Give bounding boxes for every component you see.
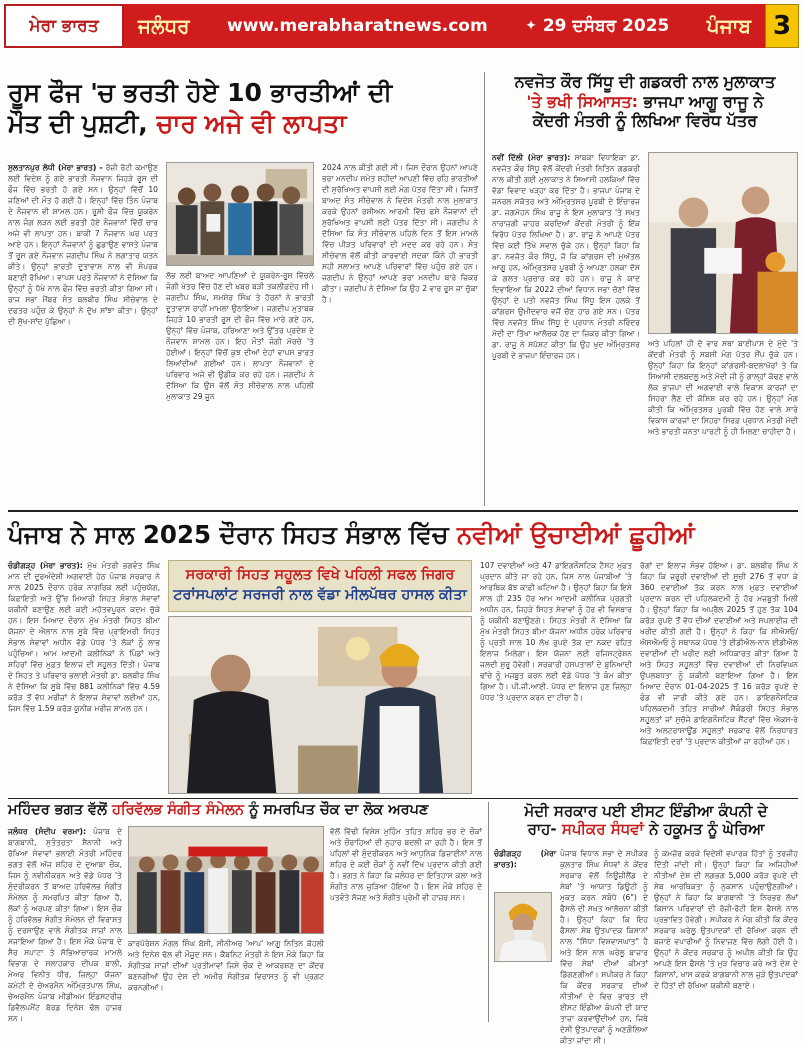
bhagat-col1: ਜਲੰਧਰ (ਸੰਦੀਪ ਵਰਮਾ): ਪੰਜਾਬ ਦੇ ਬਾਗਬਾਨੀ, ਸੁਤੰਤਰਤਾ ਸੈਨਾਨੀ ਅਤੇ ਰੱਖਿਆ ਸੇਵਾਵਾਂ ਭਲਾਈ ਮੰਤਰੀ ਮਹਿੰਦਰ ਭਗਤ ਵੱਲੋਂ ਅੱਜ ਸ਼ਹਿਰ ਦੇ ਦੁਆਬਾ ਚੌਕ, ਜਿਸ ਨੂੰ ਨਵੀਨੀਕਰਨ ਅਤੇ ਵੱਡੇ ਪੱਧਰ 'ਤੇ ਸੁੰਦਰੀਕਰਨ ਤੋਂ ਬਾਅਦ ਹਰਿਵੱਲਭ ਸੰਗੀਤ ਸੰਮੇਲਨ ਨੂੰ ਸਮਰਪਿਤ ਕੀਤਾ ਗਿਆ ਹੈ, ਲੋਕਾਂ ਨੂੰ ਅਰਪਣ ਕੀਤਾ ਗਿਆ। ਇਸ ਚੌਕ ਨੂੰ ਹਰਿਵੱਲਭ ਸੰਗੀਤ ਸੰਮੇਲਨ ਦੀ ਵਿਰਾਸਤ ਨੂੰ ਦਰਸਾਉਣ ਵਾਲੇ ਸੰਗੀਤਕ ਸਾਜ਼ਾਂ ਨਾਲ ਸਜਾਇਆ ਗਿਆ ਹੈ। ਇਸ ਮੌਕੇ ਪੰਜਾਬ ਦੇ ਸੈਰ ਸਪਾਟਾ ਤੇ ਸੱਭਿਆਚਾਰਕ ਮਾਮਲੇ ਵਿਭਾਗ ਦੇ ਸਲਾਹਕਾਰ ਦੀਪਕ ਬਾਲੀ, ਮੇਅਰ ਵਿਨੀਤ ਧੀਰ, ਜ਼ਿਲ੍ਹਾ ਯੋਜਨਾ ਕਮੇਟੀ ਦੇ ਚੇਅਰਮੈਨ ਅੰਮ੍ਰਿਤਪਾਲ ਸਿੰਘ, ਚੇਅਰਮੈਨ ਪੰਜਾਬ ਮੀਡੀਅਮ ਇੰਡਸਟਰੀਜ਼ ਡਿਵੈਲਪਮੈਂਟ ਬੋਰਡ ਦਿਨੇਸ਼ ਢੱਲ ਹਾਜ਼ਰ ਸਨ। — [8, 827, 123, 1023]
russia-dateline: ਸੁਲਤਾਨਪੁਰ ਲੋਧੀ (ਮੇਰਾ ਭਾਰਤ) - — [8, 163, 103, 172]
section-rule-2 — [8, 798, 798, 799]
banner-line2: ਟਰਾਂਸਪਲਾਂਟ ਸਰਜਰੀ ਨਾਲ ਵੱਡਾ ਮੀਲਪੱਥਰ ਹਾਸਲ ਕੀਤਾ — [173, 587, 467, 603]
issue-date-group — [525, 16, 669, 36]
bhagat-headline-black2: ਨੂੰ ਸਮਰਪਿਤ ਚੌਕ ਦਾ ਲੋਕ ਅਰਪਣ — [243, 802, 429, 818]
russia-col2: ਲੱਭ ਲਈ ਬਾਅਦ ਆਪਣਿਆਂ ਦੇ ਯੂਕਰੇਨ-ਰੂਸ ਵਿੱਚਲੇ ਜੰਗੀ ਖੇਤਰ ਵਿੱਚ ਹੋਣ ਦੀ ਖ਼ਬਰ ਬੜੀ ਤਕਲੀਫ਼ਦੇਹ ਸੀ। ਜਗਦੀਪ ਸਿੰਘ, ਸਮਸ਼ੇਰ ਸਿੰਘ ਤੇ ਹੋਰਨਾਂ ਨੇ ਭਾਰਤੀ ਦੂਤਾਵਾਸ ਰਾਹੀਂ ਮਾਮਲਾ ਉਠਾਇਆ। ਜਗਦੀਪ ਮੁਤਾਬਕ ਜਿਹੜੇ 10 ਭਾਰਤੀ ਰੂਸ ਦੀ ਫੌਜ ਵਿੱਚ ਮਾਰੇ ਗਏ ਹਨ, ਉਨ੍ਹਾਂ ਵਿੱਚ ਪੰਜਾਬ, ਹਰਿਆਣਾ ਅਤੇ ਉੱਤਰ ਪ੍ਰਦੇਸ਼ ਦੇ ਨੌਜਵਾਨ ਸ਼ਾਮਲ ਹਨ। ਇਹ ਮੌਤਾਂ ਜੰਗੀ ਮੋਰਚੇ 'ਤੇ ਹੋਈਆਂ। ਇਨ੍ਹਾਂ ਵਿੱਚੋਂ ਕੁਝ ਦੀਆਂ ਦੇਹਾਂ ਵਾਪਸ ਭਾਰਤ ਲਿਆਂਦੀਆਂ ਗਈਆਂ ਹਨ। ਲਾਪਤਾ ਨੌਜਵਾਨਾਂ ਦੇ ਪਰਿਵਾਰ ਅਜੇ ਵੀ ਉਡੀਕ ਕਰ ਰਹੇ ਹਨ। ਜਗਦੀਪ ਨੇ ਦੱਸਿਆ ਕਿ ਉਸ ਵੱਲੋਂ ਸੰਤ ਸੀਚੇਵਾਲ ਨਾਲ ਪਹਿਲੀ ਮੁਲਾਕਾਤ 29 ਜੂਨ — [166, 271, 314, 401]
masthead — [4, 4, 799, 48]
russia-col3: 2024 ਨਾਲ ਕੀਤੀ ਗਈ ਸੀ। ਜਿਸ ਦੌਰਾਨ ਉਹਨਾਂ ਆਪਣੇ ਭਰਾ ਮਨਦੀਪ ਸਮੇਤ ਸ਼ਹੀਦਾਂ ਆਪਣੀ ਵਿੱਚ ਰਹਿ ਭਾਰਤੀਆਂ ਦੀ ਸੁਰੱਖਿਅਤ ਵਾਪਸੀ ਲਈ ਮੰਗ ਪੱਤਰ ਦਿੱਤਾ ਸੀ। ਜਿਸਤੋਂ ਬਾਅਦ ਸੰਤ ਸੀਚੇਵਾਲ ਨੇ ਵਿਦੇਸ਼ ਮੰਤਰੀ ਨਾਲ ਮੁਲਾਕਾਤ ਕਰਕੇ ਉਹਨਾਂ ਰਸ਼ੀਅਨ ਆਰਮੀ ਵਿੱਚ ਫਸੇ ਨੌਜਵਾਨਾਂ ਦੀ ਸੁਰੱਖਿਅਤ ਵਾਪਸੀ ਲਈ ਪੱਤਰ ਦਿੱਤਾ ਸੀ। ਜਗਦੀਪ ਨੇ ਦੱਸਿਆ ਕਿ ਸੰਤ ਸੀਚੇਵਾਲ ਪਹਿਲੇ ਦਿਨ ਤੋਂ ਇਸ ਮਾਮਲੇ ਵਿੱਚ ਪੀੜਤ ਪਰਿਵਾਰਾਂ ਦੀ ਮਦਦ ਕਰ ਰਹੇ ਹਨ। ਸੰਤ ਸੀਚੇਵਾਲ ਵੱਲੋਂ ਕੀਤੀ ਕਾਰਵਾਈ ਸਦਕਾ ਕਿੰਨੇ ਹੀ ਭਾਰਤੀ ਸਹੀ ਸਲਾਮਤ ਆਪਣੇ ਪਰਿਵਾਰਾਂ ਵਿੱਚ ਪਹੁੰਚ ਗਏ ਹਨ। ਜਗਦੀਪ ਨੇ ਉਨ੍ਹਾਂ ਆਪਣੇ ਭਰਾ ਮਨਦੀਪ ਬਾਰੇ ਜ਼ਿਕਰ ਕੀਤਾ। ਜਗਦੀਪ ਨੇ ਦੱਸਿਆ ਕਿ ਉਹ 2 ਵਾਰ ਰੂਸ ਜਾ ਚੁੱਕਾ ਹੈ। — [322, 163, 478, 304]
speaker-photo — [494, 892, 552, 962]
russia-photo — [166, 162, 314, 266]
column-divider — [484, 72, 485, 506]
masthead-bar — [124, 4, 765, 48]
bhagat-col2: ਕਾਰਪੋਰੇਸ਼ਨ ਮੰਗਲ ਸਿੰਘ ਬੱਸੀ, ਸੀਨੀਅਰ 'ਆਪ' ਆਗੂ ਨਿਤਿਨ ਕੋਹਲੀ ਅਤੇ ਦਿਨੇਸ਼ ਢੱਲ ਵੀ ਮੌਜੂਦ ਸਨ। ਕੈਬਨਿਟ ਮੰਤਰੀ ਨੇ ਇਸ ਮੌਕੇ ਕਿਹਾ ਕਿ ਸੰਗੀਤਕ ਸਾਜ਼ਾਂ ਦੀਆਂ ਪ੍ਰਤੀਮਾਵਾਂ ਜਿਸੇ ਚੌਕ ਦੇ ਆਕਰਸ਼ਣ ਦਾ ਕੇਂਦਰ ਬਣਨਗੀਆਂ ਉਹ ਦੇਸ਼ ਦੀ ਅਮੀਰ ਸੰਗੀਤਕ ਵਿਰਾਸਤ ਨੂੰ ਵੀ ਪ੍ਰਗਟ ਕਰਨਗੀਆਂ। — [128, 939, 324, 992]
modi-headline-black1: ਰਾਹ- — [527, 820, 562, 839]
russia-headline-black: ਮੌਤ ਦੀ ਪੁਸ਼ਟੀ, — [8, 108, 157, 138]
state-name: ਪੰਜਾਬ — [706, 14, 751, 38]
health-headline — [8, 520, 798, 550]
russia-headline-line2 — [8, 109, 478, 140]
issue-date: 29 ਦਸੰਬਰ 2025 — [542, 16, 670, 36]
modi-headline-line1: ਮੋਦੀ ਸਰਕਾਰ ਪਈ ਈਸਟ ਇੰਡੀਆ ਕੰਪਨੀ ਦੇ — [524, 802, 768, 820]
sidhu-headline-red: 'ਤੇ ਭਖੀ ਸਿਆਸਤ: — [526, 91, 644, 111]
page-number: 3 — [765, 4, 799, 48]
bhagat-headline-red: ਹਰਿਵੱਲਭ ਸੰਗੀਤ ਸੰਮੇਲਨ — [112, 802, 244, 818]
modi-headline-black2: ਨੇ ਹਕੂਮਤ ਨੂੰ ਘੇਰਿਆ — [643, 820, 765, 839]
health-headline-black: ਪੰਜਾਬ ਨੇ ਸਾਲ 2025 ਦੌਰਾਨ ਸਿਹਤ ਸੰਭਾਲ ਵਿੱਚ — [8, 520, 458, 549]
sidhu-headline-line3: ਕੇਂਦਰੀ ਮੰਤਰੀ ਨੂੰ ਲਿਖਿਆ ਵਿਰੋਧ ਪੱਤਰ — [532, 111, 758, 131]
health-subhead-banner — [168, 560, 472, 612]
modi-dateline: ਚੰਡੀਗੜ੍ਹ (ਮੇਰਾ ਭਾਰਤ): — [494, 849, 556, 869]
health-col1: ਚੰਡੀਗੜ੍ਹ (ਮੇਰਾ ਭਾਰਤ): ਮੁੱਖ ਮੰਤਰੀ ਭਗਵੰਤ ਸਿੰਘ ਮਾਨ ਦੀ ਦੂਰਅੰਦੇਸ਼ੀ ਅਗਵਾਈ ਹੇਠ ਪੰਜਾਬ ਸਰਕਾਰ ਨੇ ਸਾਲ 2025 ਦੌਰਾਨ ਹਰੇਕ ਨਾਗਰਿਕ ਲਈ ਪਹੁੰਚਯੋਗ, ਕਿਫ਼ਾਇਤੀ ਅਤੇ ਉੱਚ ਮਿਆਰੀ ਸਿਹਤ ਸੰਭਾਲ ਸੇਵਾਵਾਂ ਯਕੀਨੀ ਬਣਾਉਣ ਲਈ ਕਈ ਮਹੱਤਵਪੂਰਨ ਕਦਮ ਚੁੱਕੇ ਹਨ। ਇਸ ਮਿਆਦ ਦੌਰਾਨ ਮੁੱਖ ਮੰਤਰੀ ਸਿਹਤ ਬੀਮਾ ਯੋਜਨਾ ਦੇ ਐਲਾਨ ਨਾਲ ਸੂਬੇ ਵਿੱਚ ਪ੍ਰਾਇਮਰੀ ਸਿਹਤ ਸੰਭਾਲ ਸੇਵਾਵਾਂ ਅਧੀਨ ਵੱਡੇ ਪੱਧਰ 'ਤੇ ਲੋਕਾਂ ਨੂੰ ਲਾਭ ਪਹੁੰਚਿਆ। ਆਮ ਆਦਮੀ ਕਲੀਨਿਕਾਂ ਨੇ ਪਿੰਡਾਂ ਅਤੇ ਸ਼ਹਿਰਾਂ ਵਿੱਚ ਮੁਫ਼ਤ ਇਲਾਜ ਦੀ ਸਹੂਲਤ ਦਿੱਤੀ। ਪੰਜਾਬ ਦੇ ਸਿਹਤ ਤੇ ਪਰਿਵਾਰ ਭਲਾਈ ਮੰਤਰੀ ਡਾ. ਬਲਬੀਰ ਸਿੰਘ ਨੇ ਦੱਸਿਆ ਕਿ ਸੂਬੇ ਵਿੱਚ 881 ਕਲੀਨਿਕਾਂ ਵਿੱਚ 4.59 ਕਰੋੜ ਤੋਂ ਵੱਧ ਮਰੀਜ਼ਾਂ ਨੇ ਇਲਾਜ ਸੇਵਾਵਾਂ ਲਈਆਂ ਹਨ, ਜਿਸ ਵਿੱਚ 1.59 ਕਰੋੜ ਯੂਨੀਕ ਮਰੀਜ਼ ਸ਼ਾਮਲ ਹਨ। — [8, 561, 160, 713]
health-col3: ਰੋਗਾਂ ਦਾ ਇਲਾਜ ਸੰਭਵ ਹੋਇਆ। ਡਾ. ਬਲਬੀਰ ਸਿੰਘ ਨੇ ਕਿਹਾ ਕਿ ਜ਼ਰੂਰੀ ਦਵਾਈਆਂ ਦੀ ਸੂਚੀ 276 ਤੋਂ ਵਧਾ ਕੇ 360 ਦਵਾਈਆਂ ਤੱਕ ਕਰਨ ਨਾਲ ਮੁਫ਼ਤ ਦਵਾਈਆਂ ਪ੍ਰਦਾਨ ਕਰਨ ਦੀ ਪਹਿਲਕਦਮੀ ਨੂੰ ਹੋਰ ਮਜ਼ਬੂਤੀ ਮਿਲੀ ਹੈ। ਉਨ੍ਹਾਂ ਕਿਹਾ ਕਿ ਅਪ੍ਰੈਲ 2025 ਤੋਂ ਹੁਣ ਤੱਕ 104 ਕਰੋੜ ਰੁਪਏ ਤੋਂ ਵੱਧ ਦੀਆਂ ਦਵਾਈਆਂ ਅਤੇ ਸਪਲਾਈਜ਼ ਦੀ ਖਰੀਦ ਕੀਤੀ ਗਈ ਹੈ। ਉਨ੍ਹਾਂ ਨੇ ਕਿਹਾ ਕਿ ਸੀਐਸਓ/ਐਸਐਮਓ ਨੂੰ ਸਥਾਨਕ ਪੱਧਰ 'ਤੇ ਈਡੀਐਲ-ਨਾਨ ਈਡੀਐਲ ਦਵਾਈਆਂ ਦੀ ਖਰੀਦ ਲਈ ਅਧਿਕਾਰਤ ਕੀਤਾ ਗਿਆ ਹੈ ਅਤੇ ਸਿਹਤ ਸਹੂਲਤਾਂ ਵਿੱਚ ਦਵਾਈਆਂ ਦੀ ਨਿਰਵਿਘਨ ਉਪਲਬਧਤਾ ਨੂੰ ਯਕੀਨੀ ਬਣਾਇਆ ਗਿਆ ਹੈ। ਇਸ ਮਿਆਦ ਦੌਰਾਨ 01-04-2025 ਤੋਂ 16 ਕਰੋੜ ਰੁਪਏ ਦੇ ਫੰਡ ਵੀ ਜਾਰੀ ਕੀਤੇ ਗਏ ਹਨ। ਡਾਇਗਨੌਸਟਿਕ ਪਹਿਲਕਦਮੀ ਤਹਿਤ ਸਾਰੀਆਂ ਸੈਕੰਡਰੀ ਸਿਹਤ ਸੰਭਾਲ ਸਹੂਲਤਾਂ ਜਾਂ ਸੁਚੱਜੇ ਡਾਇਗਨੌਸਟਿਕ ਸੈਂਟਰਾਂ ਵਿੱਚ ਐਕਸ-ਰੇ ਅਤੇ ਅਲਟਰਾਸਾਊਂਡ ਸਹੂਲਤਾਂ ਸਰਕਾਰ ਵੱਲੋਂ ਨਿਰਧਾਰਤ ਕਿਫ਼ਾਇਤੀ ਦਰਾਂ 'ਤੇ ਪ੍ਰਦਾਨ ਕੀਤੀਆਂ ਜਾ ਰਹੀਆਂ ਹਨ। — [640, 561, 798, 746]
sidhu-headline — [492, 72, 798, 131]
modi-headline — [494, 802, 798, 839]
bhagat-dateline: ਜਲੰਧਰ (ਸੰਦੀਪ ਵਰਮਾ): — [8, 827, 87, 836]
sidhu-headline-line2 — [492, 92, 798, 112]
sidhu-col2: ਅਤੇ ਪਹਿਲਾਂ ਹੀ ਦੋ ਵਾਰ ਸਥਾ ਬਾਈਪਾਸ ਦੇ ਮੁੱਦੇ 'ਤੇ ਕੇਂਦਰੀ ਮੰਤਰੀ ਨੂੰ ਸਬਸੀ ਮੰਗ ਪੱਤਰ ਸੌਂਪ ਚੁੱਕੇ ਹਨ। ਉਨ੍ਹਾਂ ਕਿਹਾ ਕਿ ਇਨ੍ਹਾਂ ਕਾਂਗਰਸੀ-ਬਦਲਾਖੋਰਾਂ ਤੇ ਕਿ ਸਿਆਸੀ ਦਲਬਦਲੂ ਅਤੇ ਮੋਦੀ ਜੀ ਨੂੰ ਗਾਲ੍ਹਾਂ ਕੱਢਣ ਵਾਲੇ ਲੋਕ ਭਾਜਪਾ ਦੀ ਅਗਵਾਈ ਵਾਲੇ ਵਿਕਾਸ ਕਾਰਜਾਂ ਦਾ ਸਿਹਰਾ ਲੈਣ ਦੀ ਕੋਸ਼ਿਸ਼ ਕਰ ਰਹੇ ਹਨ। ਉਨ੍ਹਾਂ ਮੰਗ ਕੀਤੀ ਕਿ ਅੰਮ੍ਰਿਤਸਰ ਪੂਰਬੀ ਵਿੱਚ ਹੋਣ ਵਾਲੇ ਸਾਰੇ ਵਿਕਾਸ ਕਾਰਜਾਂ ਦਾ ਸਿਹਰਾ ਸਿਰਫ਼ ਪ੍ਰਧਾਨ ਮੰਤਰੀ ਮੋਦੀ ਅਤੇ ਭਾਰਤੀ ਜਨਤਾ ਪਾਰਟੀ ਨੂੰ ਹੀ ਮਿਲਣਾ ਚਾਹੀਦਾ ਹੈ। — [648, 339, 798, 436]
sidhu-col1: ਨਵੀਂ ਦਿੱਲੀ (ਮੇਰਾ ਭਾਰਤ): ਸਾਬਕਾ ਵਿਧਾਇਕਾ ਡਾ. ਨਵਜੋਤ ਕੌਰ ਸਿੱਧੂ ਵੱਲੋਂ ਕੇਂਦਰੀ ਮੰਤਰੀ ਨਿਤਿਨ ਗਡਕਰੀ ਨਾਲ ਕੀਤੀ ਗਈ ਮੁਲਾਕਾਤ ਨੇ ਸਿਆਸੀ ਹਲਕਿਆਂ ਵਿੱਚ ਵੱਡਾ ਵਿਵਾਦ ਖੜ੍ਹਾ ਕਰ ਦਿੱਤਾ ਹੈ। ਭਾਜਪਾ ਪੰਜਾਬ ਦੇ ਜਨਰਲ ਸਕੱਤਰ ਅਤੇ ਅੰਮ੍ਰਿਤਸਰ ਪੂਰਬੀ ਦੇ ਇੰਚਾਰਜ ਡਾ. ਜਗਮੋਹਨ ਸਿੰਘ ਰਾਜੂ ਨੇ ਇਸ ਮੁਲਾਕਾਤ 'ਤੇ ਸਖ਼ਤ ਨਾਰਾਜ਼ਗੀ ਜ਼ਾਹਰ ਕਰਦਿਆਂ ਕੇਂਦਰੀ ਮੰਤਰੀ ਨੂੰ ਇੱਕ ਵਿਰੋਧ ਪੱਤਰ ਲਿਖਿਆ ਹੈ। ਡਾ. ਰਾਜੂ ਨੇ ਆਪਣੇ ਪੱਤਰ ਵਿੱਚ ਕਈ ਤਿੱਖੇ ਸਵਾਲ ਚੁੱਕੇ ਹਨ। ਉਨ੍ਹਾਂ ਕਿਹਾ ਕਿ ਡਾ. ਨਵਜੋਤ ਕੌਰ ਸਿੱਧੂ, ਜੋ ਕਿ ਕਾਂਗਰਸ ਦੀ ਮੁਅੱਤਲ ਆਗੂ ਹਨ, ਅੰਮ੍ਰਿਤਸਰ ਪੂਰਬੀ ਨੂੰ ਆਪਣਾ ਹਲਕਾ ਦੱਸ ਕੇ ਗਲਤ ਪ੍ਰਚਾਰ ਕਰ ਰਹੇ ਹਨ। ਰਾਜੂ ਨੇ ਯਾਦ ਦਿਵਾਇਆ ਕਿ 2022 ਦੀਆਂ ਵਿਧਾਨ ਸਭਾ ਚੋਣਾਂ ਵਿੱਚ ਉਨ੍ਹਾਂ ਦੇ ਪਤੀ ਨਵਜੋਤ ਸਿੰਘ ਸਿੱਧੂ ਇਸ ਹਲਕੇ ਤੋਂ ਕਾਂਗਰਸ ਉਮੀਦਵਾਰ ਵਜੋਂ ਚੋਣ ਹਾਰ ਗਏ ਸਨ। ਪੱਤਰ ਵਿੱਚ ਨਵਜੋਤ ਸਿੰਘ ਸਿੱਧੂ ਦੇ ਪ੍ਰਧਾਨ ਮੰਤਰੀ ਨਰਿੰਦਰ ਮੋਦੀ ਦਾ ਤਿੱਖਾ ਆਲੋਚਕ ਹੋਣ ਦਾ ਜ਼ਿਕਰ ਕੀਤਾ ਗਿਆ। ਡਾ. ਰਾਜੂ ਨੇ ਸਪੱਸ਼ਟ ਕੀਤਾ ਕਿ ਉਹ ਖੁਦ ਅੰਮ੍ਰਿਤਸਰ ਪੂਰਬੀ ਦੇ ਭਾਜਪਾ ਇੰਚਾਰਜ ਹਨ। — [492, 153, 640, 360]
bhagat-photo — [128, 826, 324, 934]
brand-logo: ਮੇਰਾ ਭਾਰਤ — [4, 4, 124, 48]
modi-col2: ਨੂੰ ਕਮਜ਼ੋਰ ਕਰਕੇ ਵਿਦੇਸ਼ੀ ਵਪਾਰਕ ਹਿੱਤਾਂ ਨੂੰ ਤਰਜੀਹ ਦਿੱਤੀ ਜਾਂਦੀ ਸੀ। ਉਨ੍ਹਾਂ ਕਿਹਾ ਕਿ ਅਜਿਹੀਆਂ ਨੀਤੀਆਂ ਦੇਸ਼ ਦੀ ਲਗਭਗ 5,000 ਕਰੋੜ ਰੁਪਏ ਦੀ ਸੇਬ ਆਰਥਿਕਤਾ ਨੂੰ ਨੁਕਸਾਨ ਪਹੁੰਚਾਉਣਗੀਆਂ। ਉਨ੍ਹਾਂ ਨੇ ਕਿਹਾ ਕਿ ਬਾਗਬਾਨੀ 'ਤੇ ਨਿਰਭਰ ਲੱਖਾਂ ਕਿਸਾਨ ਪਰਿਵਾਰਾਂ ਦੀ ਰੋਜ਼ੀ-ਰੋਟੀ ਇਸ ਫੈਸਲੇ ਨਾਲ ਪ੍ਰਭਾਵਿਤ ਹੋਵੇਗੀ। ਸਪੀਕਰ ਨੇ ਮੰਗ ਕੀਤੀ ਕਿ ਕੇਂਦਰ ਸਰਕਾਰ ਘਰੇਲੂ ਉਤਪਾਦਕਾਂ ਦੀ ਰੱਖਿਆ ਕਰਨ ਦੀ ਬਜਾਏ ਵਪਾਰੀਆਂ ਨੂੰ ਨਿਵਾਜ਼ਣ ਵਿੱਚ ਲੱਗੀ ਹੋਈ ਹੈ। ਉਨ੍ਹਾਂ ਨੇ ਕੇਂਦਰ ਸਰਕਾਰ ਨੂੰ ਅਪੀਲ ਕੀਤੀ ਕਿ ਉਹ ਆਪਣੇ ਇਸ ਫੈਸਲੇ 'ਤੇ ਮੁੜ ਵਿਚਾਰ ਕਰੇ ਅਤੇ ਦੇਸ਼ ਦੇ ਕਿਸਾਨਾਂ, ਖਾਸ ਕਰਕੇ ਬਾਗਬਾਨੀ ਨਾਲ ਜੁੜੇ ਉਤਪਾਦਕਾਂ ਦੇ ਹਿੱਤਾਂ ਦੀ ਰੱਖਿਆ ਯਕੀਨੀ ਬਣਾਏ। — [654, 849, 798, 990]
banner-line1: ਸਰਕਾਰੀ ਸਿਹਤ ਸਹੂਲਤ ਵਿਖੇ ਪਹਿਲੀ ਸਫਲ ਜਿਗਰ — [185, 567, 455, 584]
modi-headline-line2 — [494, 820, 798, 838]
russia-headline-line1: ਰੂਸ ਫੌਜ 'ਚ ਭਰਤੀ ਹੋਏ 10 ਭਾਰਤੀਆਂ ਦੀ — [8, 78, 393, 107]
russia-col1: ਸੁਲਤਾਨਪੁਰ ਲੋਧੀ (ਮੇਰਾ ਭਾਰਤ) - ਰੋਜ਼ੀ ਰੋਟੀ ਕਮਾਉਣ ਲਈ ਵਿਦੇਸ਼ ਨੂੰ ਗਏ ਭਾਰਤੀ ਨੌਜਵਾਨ ਜਿਹੜੇ ਰੂਸ ਦੀ ਫੌਜ ਵਿੱਚ ਭਰਤੀ ਹੋ ਗਏ ਸਨ। ਉਨ੍ਹਾਂ ਵਿੱਚੋਂ 10 ਜਣਿਆਂ ਦੀ ਮੌਤ ਹੋ ਗਈ ਹੈ। ਇਨ੍ਹਾਂ ਵਿੱਚ ਤਿੰਨ ਪੰਜਾਬ ਦੇ ਨੌਜਵਾਨ ਵੀ ਸ਼ਾਮਲ ਹਨ। ਰੂਸੀ ਫੌਜ ਵਿੱਚ ਯੂਕਰੇਨ ਨਾਲ ਜੰਗ ਲੜਨ ਲਈ ਭਰਤੀ ਹੋਏ ਨੌਜਵਾਨਾਂ ਵਿੱਚੋਂ ਚਾਰ ਅਜੇ ਵੀ ਲਾਪਤਾ ਹਨ। ਬਾਕੀ 7 ਨੌਜਵਾਨ ਘਰ ਪਰਤ ਆਏ ਹਨ। ਇਨ੍ਹਾਂ ਨੌਜਵਾਨਾਂ ਨੂੰ ਛੁਡਾਉਣ ਵਾਸਤੇ ਪੰਜਾਬ ਤੋਂ ਰੂਸ ਗਏ ਨੌਜਵਾਨ ਜਗਦੀਪ ਸਿੰਘ ਨੇ ਲਗਾਤਾਰ ਯਤਨ ਕੀਤੇ। ਉਨ੍ਹਾਂ ਭਾਰਤੀ ਦੂਤਾਵਾਸ ਨਾਲ ਵੀ ਸੰਪਰਕ ਬਣਾਈ ਰੱਖਿਆ। ਵਾਪਸ ਪਰਤੇ ਨੌਜਵਾਨਾਂ ਨੇ ਦੱਸਿਆ ਕਿ ਉਨ੍ਹਾਂ ਨੂੰ ਧੋਖੇ ਨਾਲ ਫੌਜ ਵਿੱਚ ਭਰਤੀ ਕੀਤਾ ਗਿਆ ਸੀ। ਰਾਜ ਸਭਾ ਮੈਂਬਰ ਸੰਤ ਬਲਬੀਰ ਸਿੰਘ ਸੀਚੇਵਾਲ ਦੇ ਦਫਤਰ ਪਹੁੰਚ ਕੇ ਉਨ੍ਹਾਂ ਨੇ ਦੁੱਖ ਸਾਂਝਾ ਕੀਤਾ। ਉਨ੍ਹਾਂ ਦੀ ਸੁੱਖ-ਸਾਂਦ ਪੁੱਛਿਆ। — [8, 163, 158, 326]
health-dateline: ਚੰਡੀਗੜ੍ਹ (ਮੇਰਾ ਭਾਰਤ): — [8, 561, 83, 570]
section-rule — [8, 510, 798, 512]
russia-headline — [8, 78, 478, 139]
modi-dateline-block — [494, 848, 556, 888]
health-photo — [168, 616, 472, 794]
city-name: ਜਲੰਧਰ — [138, 14, 190, 38]
bhagat-headline — [8, 802, 484, 820]
bhagat-headline-black1: ਮਹਿੰਦਰ ਭਗਤ ਵੱਲੋਂ — [8, 802, 112, 818]
website-url: www.merabharatnews.com — [227, 16, 488, 36]
sidhu-headline-black: ਭਾਜਪਾ ਆਗੂ ਰਾਜੂ ਨੇ — [643, 91, 764, 111]
modi-headline-red: ਸਪੀਕਰ ਸੰਧਵਾਂ — [561, 820, 644, 839]
sidhu-headline-line1: ਨਵਜੋਤ ਕੌਰ ਸਿੱਧੂ ਦੀ ਗਡਕਰੀ ਨਾਲ ਮੁਲਾਕਾਤ — [514, 72, 776, 91]
modi-col1: ਪੰਜਾਬ ਵਿਧਾਨ ਸਭਾ ਦੇ ਸਪੀਕਰ ਕੁਲਤਾਰ ਸਿੰਘ ਸੰਧਵਾਂ ਨੇ ਕੇਂਦਰ ਸਰਕਾਰ ਵੱਲੋਂ ਨਿਊਜ਼ੀਲੈਂਡ ਦੇ ਸੇਬਾਂ 'ਤੇ ਆਯਾਤ ਡਿਊਟੀ ਨੂੰ ਮੁਕਤ ਕਰਨ ਸਬੰਧੇ (6") ਦੇ ਫੈਸਲੇ ਦੀ ਸਖ਼ਤ ਆਲੋਚਨਾ ਕੀਤੀ ਹੈ। ਉਨ੍ਹਾਂ ਕਿਹਾ ਕਿ ਇਹ ਫੈਸਲਾ ਸੇਬ ਉਤਪਾਦਕ ਕਿਸਾਨਾਂ ਨਾਲ "ਸਿੱਧਾ ਵਿਸ਼ਵਾਸਘਾਤ" ਹੈ ਅਤੇ ਇਸ ਨਾਲ ਘਰੇਲੂ ਬਾਜ਼ਾਰ ਵਿੱਚ ਸੇਬਾਂ ਦੀਆਂ ਕੀਮਤਾਂ ਡਿੱਗਣਗੀਆਂ। ਸਪੀਕਰ ਨੇ ਕਿਹਾ ਕਿ ਕੇਂਦਰ ਸਰਕਾਰ ਦੀਆਂ ਨੀਤੀਆਂ ਦੇ ਵਿਚ ਭਾਰਤ ਦੀ ਈਸਟ ਇੰਡੀਆ ਕੰਪਨੀ ਦੀ ਯਾਦ ਤਾਜ਼ਾ ਕਰਵਾਉਂਦੀਆਂ ਹਨ, ਜਿਥੇ ਦੇਸੀ ਉਤਪਾਦਕਾਂ ਨੂੰ ਅਣਗੌਲਿਆ ਕੀਤਾ ਜਾਂਦਾ ਸੀ। — [560, 849, 648, 1045]
star-icon: ✦ — [525, 18, 537, 34]
sidhu-photo — [648, 152, 798, 334]
russia-headline-red: ਚਾਰ ਅਜੇ ਵੀ ਲਾਪਤਾ — [156, 108, 347, 138]
health-headline-red: ਨਵੀਆਂ ਉਚਾਈਆਂ ਛੂਹੀਆਂ — [457, 520, 695, 549]
sidhu-dateline: ਨਵੀਂ ਦਿੱਲੀ (ਮੇਰਾ ਭਾਰਤ): — [492, 153, 571, 162]
bhagat-col3: ਵੱਲੋਂ ਵਿੱਢੀ ਵਿਸ਼ੇਸ਼ ਮੁਹਿੰਮ ਤਹਿਤ ਸ਼ਹਿਰ ਭਰ ਦੇ ਚੌਕਾਂ ਅਤੇ ਚੌਰਾਹਿਆਂ ਦੀ ਨੁਹਾਰ ਬਦਲੀ ਜਾ ਰਹੀ ਹੈ। ਇਸ ਤੋਂ ਪਹਿਲਾਂ ਵੀ ਸੁੰਦਰੀਕਰਨ ਅਤੇ ਆਧੁਨਿਕ ਡਿਜ਼ਾਈਨਾਂ ਨਾਲ ਸ਼ਹਿਰ ਦੇ ਕਈ ਚੌਕਾਂ ਨੂੰ ਨਵੀਂ ਦਿੱਖ ਪ੍ਰਦਾਨ ਕੀਤੀ ਗਈ ਹੈ। ਭਗਤ ਨੇ ਕਿਹਾ ਕਿ ਜਲੰਧਰ ਦਾ ਇਤਿਹਾਸ ਕਲਾ ਅਤੇ ਸੰਗੀਤ ਨਾਲ ਜੁੜਿਆ ਹੋਇਆ ਹੈ। ਇਸ ਮੌਕੇ ਸ਼ਹਿਰ ਦੇ ਪਤਵੰਤੇ ਸੱਜਣ ਅਤੇ ਸੰਗੀਤ ਪ੍ਰੇਮੀ ਵੀ ਹਾਜ਼ਰ ਸਨ। — [330, 827, 482, 902]
column-divider-2 — [488, 802, 489, 1022]
health-col2: 107 ਦਵਾਈਆਂ ਅਤੇ 47 ਡਾਇਗਨੌਸਟਿਕ ਟੈਸਟ ਮੁਫ਼ਤ ਪ੍ਰਦਾਨ ਕੀਤੇ ਜਾ ਰਹੇ ਹਨ, ਜਿਸ ਨਾਲ ਪੰਜਾਬੀਆਂ 'ਤੇ ਆਰਥਿਕ ਬੋਝ ਕਾਫ਼ੀ ਘਟਿਆ ਹੈ। ਉਨ੍ਹਾਂ ਕਿਹਾ ਕਿ ਇਸੇ ਸਾਲ ਹੀ 235 ਹੋਰ ਆਮ ਆਦਮੀ ਕਲੀਨਿਕ ਪ੍ਰਗਤੀ ਅਧੀਨ ਹਨ, ਜਿਹੜੇ ਸਿਹਤ ਸੇਵਾਵਾਂ ਨੂੰ ਹੋਰ ਵੀ ਵਿਸਥਾਰ ਨੂੰ ਯਕੀਨੀ ਬਣਾਉਣਗੇ। ਸਿਹਤ ਮੰਤਰੀ ਨੇ ਦੱਸਿਆ ਕਿ ਮੁੱਖ ਮੰਤਰੀ ਸਿਹਤ ਬੀਮਾ ਯੋਜਨਾ ਅਧੀਨ ਹਰੇਕ ਪਰਿਵਾਰ ਨੂੰ ਪ੍ਰਤੀ ਸਾਲ 10 ਲੱਖ ਰੁਪਏ ਤੱਕ ਦਾ ਨਕਦ ਰਹਿਤ ਇਲਾਜ ਮਿਲੇਗਾ। ਇਸ ਯੋਜਨਾ ਲਈ ਰਜਿਸਟ੍ਰੇਸ਼ਨ ਜਲਦੀ ਸ਼ੁਰੂ ਹੋਵੇਗੀ। ਸਰਕਾਰੀ ਹਸਪਤਾਲਾਂ ਦੇ ਬੁਨਿਆਦੀ ਢਾਂਚੇ ਨੂੰ ਮਜ਼ਬੂਤ ਕਰਨ ਲਈ ਵੱਡੇ ਪੱਧਰ 'ਤੇ ਕੰਮ ਕੀਤਾ ਗਿਆ ਹੈ। ਪੀ.ਜੀ.ਆਈ. ਪੱਧਰ ਦਾ ਇਲਾਜ ਹੁਣ ਜ਼ਿਲ੍ਹਾ ਪੱਧਰ 'ਤੇ ਪ੍ਰਦਾਨ ਕਰਨ ਦਾ ਟੀਚਾ ਹੈ। — [480, 561, 632, 702]
